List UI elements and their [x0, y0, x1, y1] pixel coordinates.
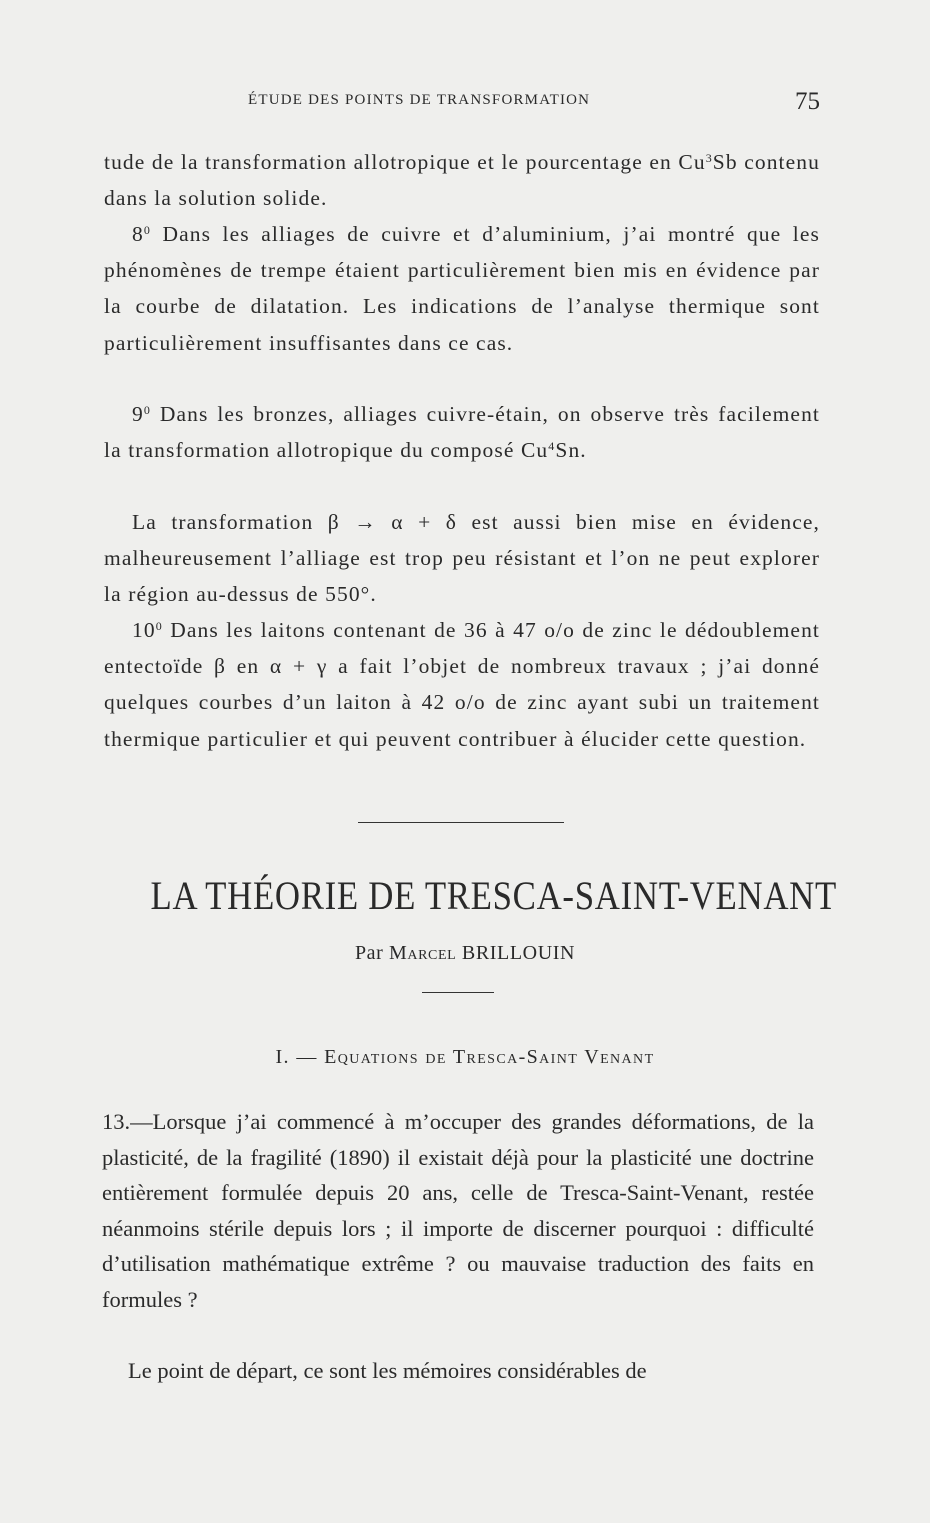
superscript: 3: [705, 151, 713, 165]
author-last-name: BRILLOUIN: [456, 942, 576, 964]
section-title: Equations de Tresca-Saint Venant: [324, 1046, 655, 1068]
section-heading: [0, 1046, 930, 1069]
running-title: ÉTUDE DES POINTS DE TRANSFORMATION: [248, 92, 591, 108]
text-run: tude de la transformation allotropique et le pourcentage en Cu: [104, 150, 706, 174]
page-number: 75: [795, 88, 820, 115]
text-run: Dans les alliages de cuivre et d’aluminium, j’ai montré que les phénomènes de trempe étaient particulièrement bien mis en évidence par la courbe de dilatation. Les indications de l’analyse thermique sont particulièrement insuffisantes dans ce cas.: [104, 222, 820, 355]
text-run: La transformation β → α + δ est aussi bien mise en évidence, malheureusement l’alliage est trop peu résistant et l’on ne peut explorer la région au-dessus de 550°.: [104, 510, 820, 607]
text-run: 13.—Lorsque j’ai commencé à m’occuper des grandes déformations, de la plasticité, de la fragilité (1890) il existait déjà pour la plasticité une doctrine entièrement formulée depuis 20 ans, celle de Tresca-Saint-Venant, restée néanmoins stérile depuis lors ; il importe de discerner pourquoi : difficulté d’utilisation mathématique extrême ? ou mauvaise traduction des faits en formules ?: [102, 1109, 814, 1312]
superscript: 4: [548, 439, 556, 454]
paragraph-continuation: [104, 144, 820, 216]
author-prefix: Par: [354, 942, 389, 964]
section-divider: [358, 822, 564, 823]
article-title: LA THÉORIE DE TRESCA-SAINT-VENANT: [150, 873, 837, 918]
text-run: Sb contenu dans la solution solide.: [104, 150, 820, 211]
ordinal-mark: 0: [155, 619, 163, 633]
paragraph-item-8: [104, 216, 820, 361]
paragraph-continuation-start: [102, 1353, 814, 1389]
title-divider: [422, 992, 494, 993]
paragraph-item-9: [104, 396, 820, 468]
paragraph-item-10: [104, 612, 820, 757]
item-number: 9: [132, 402, 144, 426]
text-run: Dans les laitons contenant de 36 à 47 o/o de zinc le dédoublement entectoïde β en α + γ a fait l’objet de nombreux travaux ; j’ai donné quelques courbes d’un laiton à 42 o/o de zinc ayant subi un traitement thermique particulier et qui peuvent contribuer à élucider cette question.: [104, 618, 820, 751]
item-number: 10: [132, 618, 156, 642]
ordinal-mark: 0: [143, 403, 151, 417]
paragraph-13: [102, 1104, 814, 1318]
text-run: Sn.: [555, 438, 587, 463]
author-line: [0, 942, 930, 965]
author-first-name: Marcel: [389, 942, 457, 964]
text-run: Dans les bronzes, alliages cuivre-étain, on observe très facilement la transformation allotropique du composé Cu: [104, 402, 820, 463]
page-header: [248, 88, 820, 118]
paragraph-transformation: [104, 504, 820, 613]
item-number: 8: [132, 222, 144, 246]
text-run: Le point de départ, ce sont les mémoires considérables de: [128, 1358, 647, 1383]
ordinal-mark: 0: [143, 223, 151, 237]
section-number: I. —: [275, 1046, 325, 1068]
